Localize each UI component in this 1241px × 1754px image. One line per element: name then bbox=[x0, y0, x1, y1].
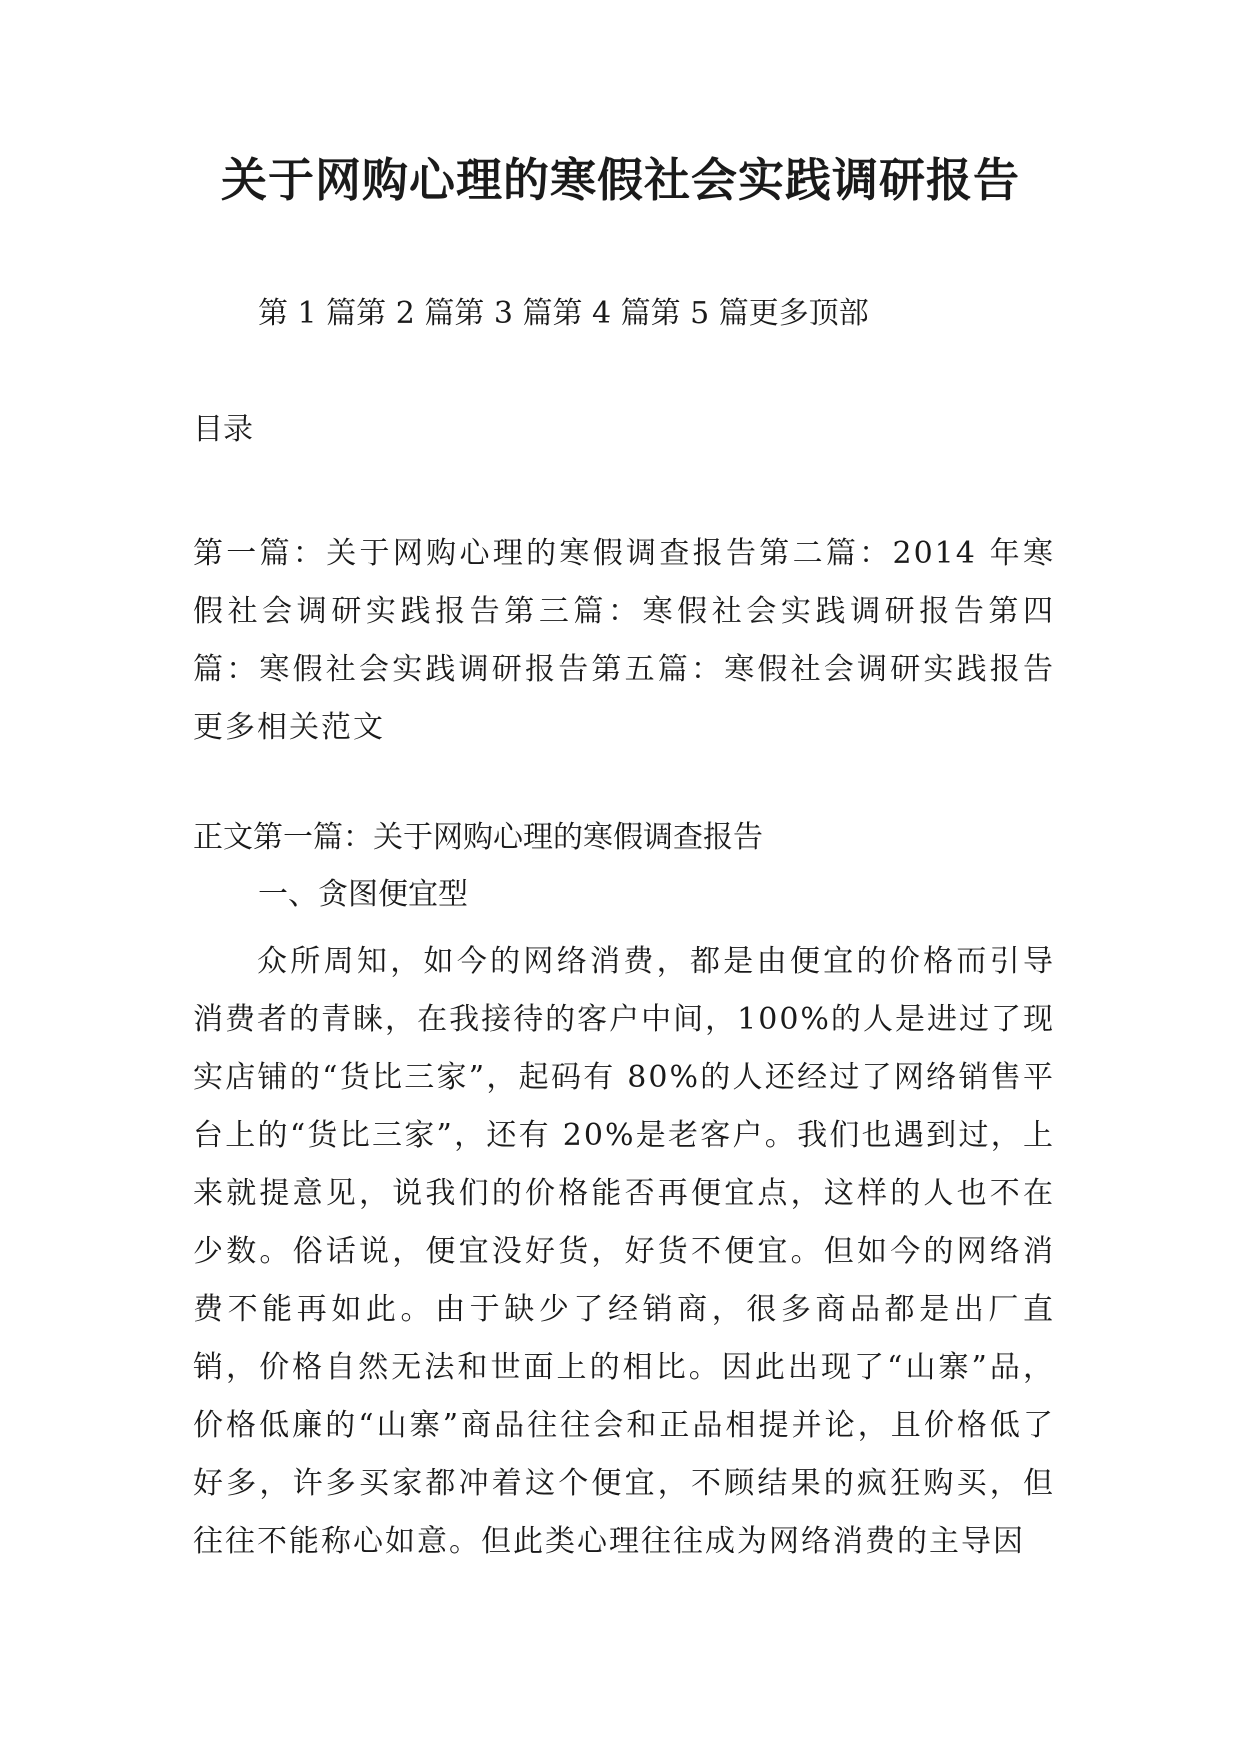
toc-body: 第一篇：关于网购心理的寒假调查报告第二篇：2014 年寒假社会调研实践报告第三篇：寒假社会实践调研报告第四篇：寒假社会实践调研报告第五篇：寒假社会调研实践报告更多相关范文 bbox=[193, 536, 1055, 745]
toc-heading: 目录 bbox=[193, 412, 253, 447]
section-heading: 一、贪图便宜型 bbox=[258, 877, 468, 912]
chapter-nav-line: 第 1 篇第 2 篇第 3 篇第 4 篇第 5 篇更多顶部 bbox=[258, 296, 869, 331]
body-heading: 正文第一篇：关于网购心理的寒假调查报告 bbox=[193, 820, 763, 855]
body-paragraph: 众所周知，如今的网络消费，都是由便宜的价格而引导消费者的青睐，在我接待的客户中间，100%的人是进过了现实店铺的“货比三家”，起码有 80%的人还经过了网络销售平台上的“货比三家”，还有 20%是老客户。我们也遇到过，上来就提意见，说我们的价格能否再便宜点，这样的人也不在少数。俗话说，便宜没好货，好货不便宜。但如今的网络消费不能再如此。由于缺少了经销商，很多商品都是出厂直销，价格自然无法和世面上的相比。因此出现了“山寨”品，价格低廉的“山寨”商品往往会和正品相提并论，且价格低了好多，许多买家都冲着这个便宜，不顾结果的疯狂购买，但往往不能称心如意。但此类心理往往成为网络消费的主导因 bbox=[193, 944, 1055, 1559]
document-title: 关于网购心理的寒假社会实践调研报告 bbox=[221, 153, 1020, 207]
